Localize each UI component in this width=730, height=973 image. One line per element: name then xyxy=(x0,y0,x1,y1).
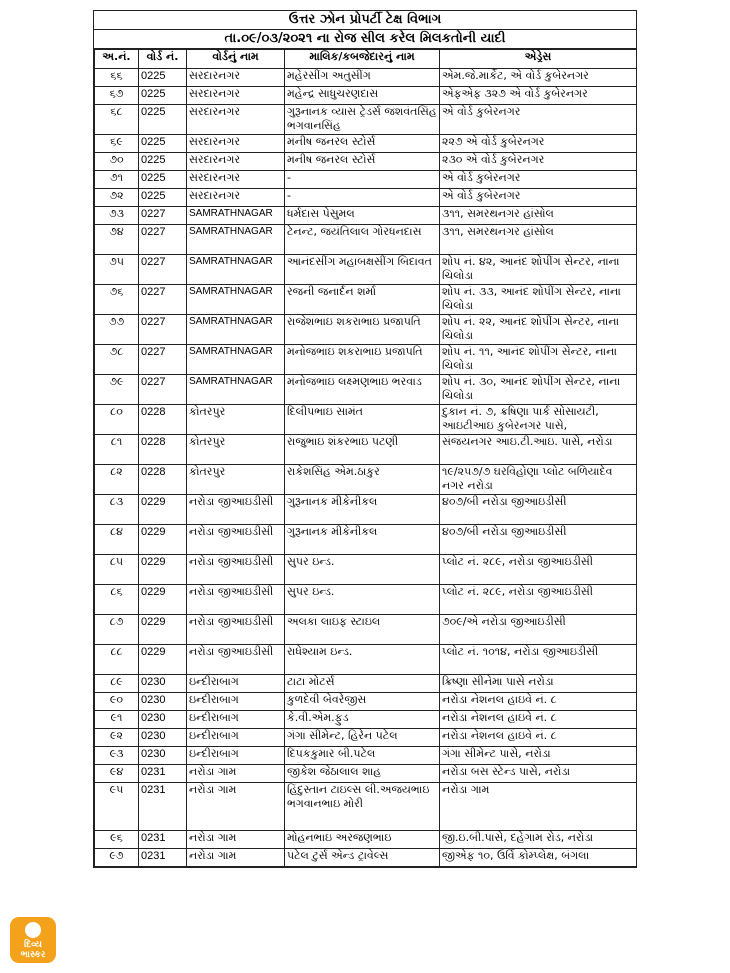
cell-owner-name: રાધેશ્યામ ઇન્ડ. xyxy=(285,645,440,675)
cell-serial-no: ૬૭ xyxy=(95,87,139,105)
cell-ward-no: 0229 xyxy=(139,525,187,555)
cell-serial-no: ૮૯ xyxy=(95,675,139,693)
cell-address: ૧૯/૨૫૭/૭ ઘરવિહોણા પ્લોટ બળિયાદેવ નગર નરોડા xyxy=(440,465,637,495)
table-row xyxy=(95,849,637,867)
cell-serial-no: ૬૬ xyxy=(95,69,139,87)
cell-ward-name: નરોડા જીઆઇડીસી xyxy=(187,645,285,675)
table-row xyxy=(95,171,637,189)
cell-ward-no: 0229 xyxy=(139,615,187,645)
table-row xyxy=(95,831,637,849)
cell-ward-name: ઇન્દીરાબાગ xyxy=(187,693,285,711)
table-row xyxy=(95,189,637,207)
cell-serial-no: ૮૫ xyxy=(95,555,139,585)
cell-serial-no: ૯૪ xyxy=(95,765,139,783)
cell-ward-no: 0230 xyxy=(139,675,187,693)
cell-serial-no: ૯૬ xyxy=(95,831,139,849)
cell-owner-name: રજની જનાર્દન શર્મા xyxy=(285,285,440,315)
cell-ward-name: નરોડા જીઆઇડીસી xyxy=(187,615,285,645)
cell-serial-no: ૭૮ xyxy=(95,345,139,375)
cell-owner-name: મહેન્દ્ર સાધુચરણદાસ xyxy=(285,87,440,105)
table-header-row xyxy=(95,50,637,69)
cell-serial-no: ૮૭ xyxy=(95,615,139,645)
cell-serial-no: ૭૬ xyxy=(95,285,139,315)
cell-serial-no: ૭૦ xyxy=(95,153,139,171)
cell-serial-no: ૯૫ xyxy=(95,783,139,831)
cell-ward-name: નરોડા જીઆઇડીસી xyxy=(187,525,285,555)
cell-ward-name: સરદારનગર xyxy=(187,87,285,105)
cell-address: શોપ નં. ૧૧, આનંદ શોપીંગ સેન્ટર, નાના ચિલોડા xyxy=(440,345,637,375)
cell-address: પ્લોટ નં. ૧૦૧૪, નરોડા જીઆઇડીસી xyxy=(440,645,637,675)
cell-ward-name: ઇન્દીરાબાગ xyxy=(187,711,285,729)
header-serial-no: અ.નં. xyxy=(95,50,139,69)
cell-address: શોપ નં. ૩૩, આનંદ શોપીંગ સેન્ટર, નાના ચિલોડા xyxy=(440,285,637,315)
property-tax-sealed-list xyxy=(93,10,637,868)
cell-ward-no: 0225 xyxy=(139,69,187,87)
cell-ward-no: 0229 xyxy=(139,645,187,675)
cell-address: ૨૨૭ એ વોર્ડ કુબેરનગર xyxy=(440,135,637,153)
cell-address: પ્લોટ નં. ૨૮૯, નરોડા જીઆઇડીસી xyxy=(440,585,637,615)
cell-serial-no: ૯૩ xyxy=(95,747,139,765)
cell-owner-name: મનીષ જનરલ સ્ટોર્સ xyxy=(285,135,440,153)
cell-owner-name: પટેલ ટુર્સ એન્ડ ટ્રાવેલ્સ xyxy=(285,849,440,867)
cell-address: શોપ નં. ૪૨, આનંદ શોપીંગ સેન્ટર, નાના ચિલોડા xyxy=(440,255,637,285)
cell-owner-name: રાજુભાઇ શંકરભાઇ પટણી xyxy=(285,435,440,465)
cell-serial-no: ૮૨ xyxy=(95,465,139,495)
cell-address: શોપ નં. ૨૨, આનંદ શોપીંગ સેન્ટર, નાના ચિલોડા xyxy=(440,315,637,345)
table-row xyxy=(95,783,637,831)
cell-ward-no: 0227 xyxy=(139,315,187,345)
cell-ward-name: કોતરપુર xyxy=(187,465,285,495)
cell-ward-no: 0225 xyxy=(139,87,187,105)
cell-owner-name: ગુરૂનાનક મીકેનીકલ xyxy=(285,525,440,555)
cell-ward-no: 0229 xyxy=(139,585,187,615)
table-row xyxy=(95,375,637,405)
cell-ward-name: SAMRATHNAGAR xyxy=(187,315,285,345)
cell-owner-name: મનીષ જનરલ સ્ટોર્સ xyxy=(285,153,440,171)
cell-ward-name: નરોડા જીઆઇડીસી xyxy=(187,495,285,525)
cell-ward-no: 0227 xyxy=(139,255,187,285)
cell-owner-name: ગુરૂનાનક મીકેનીકલ xyxy=(285,495,440,525)
header-ward-no: વોર્ડ નં. xyxy=(139,50,187,69)
table-row xyxy=(95,693,637,711)
cell-owner-name: આનંદસીંગ મહાબક્ષસીંગ બિદાવત xyxy=(285,255,440,285)
cell-ward-name: નરોડા જીઆઇડીસી xyxy=(187,585,285,615)
cell-address: ૨૩૦ એ વોર્ડ કુબેરનગર xyxy=(440,153,637,171)
cell-address: ૩૧૧, સમરથનગર હાંસોલ xyxy=(440,207,637,225)
cell-address: સંજયનગર આઇ.ટી.આઇ. પાસે, નરોડા xyxy=(440,435,637,465)
cell-owner-name: મનોજભાઇ લક્ષ્મણભાઇ ભરવાડ xyxy=(285,375,440,405)
table-row xyxy=(95,645,637,675)
cell-serial-no: ૭૯ xyxy=(95,375,139,405)
cell-ward-no: 0230 xyxy=(139,693,187,711)
cell-ward-name: ઇન્દીરાબાગ xyxy=(187,747,285,765)
cell-address: જી.ઇ.બી.પાસે, દહેગામ રોડ, નરોડા xyxy=(440,831,637,849)
table-row xyxy=(95,105,637,135)
cell-ward-name: SAMRATHNAGAR xyxy=(187,375,285,405)
table-row xyxy=(95,729,637,747)
table-row xyxy=(95,315,637,345)
cell-address: નરોડા ગામ xyxy=(440,783,637,831)
cell-ward-name: સરદારનગર xyxy=(187,153,285,171)
cell-serial-no: ૭૩ xyxy=(95,207,139,225)
cell-serial-no: ૮૮ xyxy=(95,645,139,675)
cell-owner-name: કે.વી.એમ.ફુડ xyxy=(285,711,440,729)
table-row xyxy=(95,435,637,465)
table-row xyxy=(95,207,637,225)
cell-ward-no: 0227 xyxy=(139,345,187,375)
header-ward-name: વોર્ડનું નામ xyxy=(187,50,285,69)
cell-owner-name: રાકેશસિંહ એમ.ઠાકુર xyxy=(285,465,440,495)
cell-ward-name: ઇન્દીરાબાગ xyxy=(187,675,285,693)
table-row xyxy=(95,765,637,783)
cell-ward-no: 0229 xyxy=(139,495,187,525)
table-row xyxy=(95,225,637,255)
cell-owner-name: મોહનભાઇ અરજણભાઇ xyxy=(285,831,440,849)
cell-owner-name: ગુરૂનાનક વ્યાસ ટ્રેડર્સ જશવંતસિંહ ભગવાનસિંહ xyxy=(285,105,440,135)
cell-address: નરોડા નેશનલ હાઇવે નં. ૮ xyxy=(440,729,637,747)
cell-ward-no: 0230 xyxy=(139,711,187,729)
cell-ward-name: કોતરપુર xyxy=(187,405,285,435)
cell-ward-no: 0231 xyxy=(139,849,187,867)
cell-ward-no: 0228 xyxy=(139,405,187,435)
cell-ward-name: નરોડા ગામ xyxy=(187,831,285,849)
table-row xyxy=(95,285,637,315)
table-row xyxy=(95,69,637,87)
logo-text-line1: દિવ્ય xyxy=(24,940,42,950)
table-row xyxy=(95,585,637,615)
cell-ward-name: સરદારનગર xyxy=(187,171,285,189)
table-row xyxy=(95,525,637,555)
table-row xyxy=(95,135,637,153)
cell-address: નરોડા બસ સ્ટેન્ડ પાસે, નરોડા xyxy=(440,765,637,783)
cell-address: ક્રિષ્ણા સીનેમા પાસે નરોડા xyxy=(440,675,637,693)
cell-address: પ્લોટ નં. ૨૮૯, નરોડા જીઆઇડીસી xyxy=(440,555,637,585)
cell-serial-no: ૯૭ xyxy=(95,849,139,867)
cell-ward-no: 0231 xyxy=(139,831,187,849)
cell-ward-name: સરદારનગર xyxy=(187,105,285,135)
cell-owner-name: દિપકકુમાર બી.પટેલ xyxy=(285,747,440,765)
cell-ward-no: 0227 xyxy=(139,285,187,315)
cell-serial-no: ૭૨ xyxy=(95,189,139,207)
table-row xyxy=(95,711,637,729)
cell-address: ૭૦૯/એ નરોડા જીઆઇડીસી xyxy=(440,615,637,645)
cell-serial-no: ૮૧ xyxy=(95,435,139,465)
cell-owner-name: ધર્મદાસ પેસુમલ xyxy=(285,207,440,225)
cell-ward-name: નરોડા ગામ xyxy=(187,849,285,867)
header-address: એડ્રેસ xyxy=(440,50,637,69)
cell-ward-no: 0227 xyxy=(139,225,187,255)
table-row xyxy=(95,747,637,765)
cell-ward-name: સરદારનગર xyxy=(187,189,285,207)
table-row xyxy=(95,555,637,585)
cell-address: જીએફ ૧૦, ઉર્વિ કોમ્પ્લેક્ષ, બંગલા xyxy=(440,849,637,867)
cell-address: ૩૧૧, સમરથનગર હાંસોલ xyxy=(440,225,637,255)
cell-ward-no: 0225 xyxy=(139,105,187,135)
table-row xyxy=(95,465,637,495)
cell-address: ૪૦૭/બી નરોડા જીઆઇડીસી xyxy=(440,495,637,525)
cell-ward-no: 0231 xyxy=(139,765,187,783)
divya-bhaskar-logo xyxy=(10,917,56,963)
cell-serial-no: ૭૪ xyxy=(95,225,139,255)
cell-serial-no: ૬૯ xyxy=(95,135,139,153)
cell-address: ૪૦૭/બી નરોડા જીઆઇડીસી xyxy=(440,525,637,555)
cell-owner-name: અલકા લાઇફ સ્ટાઇલ xyxy=(285,615,440,645)
cell-owner-name: - xyxy=(285,171,440,189)
cell-ward-name: SAMRATHNAGAR xyxy=(187,255,285,285)
cell-ward-no: 0228 xyxy=(139,435,187,465)
cell-ward-name: નરોડા જીઆઇડીસી xyxy=(187,555,285,585)
cell-ward-no: 0225 xyxy=(139,189,187,207)
cell-ward-no: 0227 xyxy=(139,207,187,225)
cell-serial-no: ૮૪ xyxy=(95,525,139,555)
logo-text xyxy=(10,940,56,960)
table-row xyxy=(95,87,637,105)
cell-ward-no: 0231 xyxy=(139,783,187,831)
cell-owner-name: કુળદેવી બેવરેજીસ xyxy=(285,693,440,711)
cell-serial-no: ૭૫ xyxy=(95,255,139,285)
cell-ward-name: નરોડા ગામ xyxy=(187,783,285,831)
cell-serial-no: ૭૧ xyxy=(95,171,139,189)
department-title: ઉત્તર ઝોન પ્રોપર્ટી ટેક્ષ વિભાગ xyxy=(94,11,636,30)
cell-ward-no: 0230 xyxy=(139,729,187,747)
cell-address: એ વોર્ડ કુબેરનગર xyxy=(440,189,637,207)
cell-address: એ વોર્ડ કુબેરનગર xyxy=(440,171,637,189)
table-row xyxy=(95,405,637,435)
table-row xyxy=(95,675,637,693)
cell-owner-name: દિલીપભાઇ સામંત xyxy=(285,405,440,435)
table-row xyxy=(95,615,637,645)
cell-serial-no: ૮૬ xyxy=(95,585,139,615)
cell-owner-name: રાજેશભાઇ શકરાભાઇ પ્રજાપતિ xyxy=(285,315,440,345)
cell-address: દુકાન નં. ૭, ક્રષિણા પાર્ક સોસાયટી, આઇટીઆઇ કુબેરનગર પાસે, xyxy=(440,405,637,435)
cell-ward-name: SAMRATHNAGAR xyxy=(187,207,285,225)
logo-text-line2: ભાસ્કર xyxy=(20,950,46,960)
cell-ward-name: સરદારનગર xyxy=(187,135,285,153)
cell-ward-no: 0229 xyxy=(139,555,187,585)
table-body xyxy=(95,69,637,867)
cell-serial-no: ૯૦ xyxy=(95,693,139,711)
cell-owner-name: - xyxy=(285,189,440,207)
cell-address: નરોડા નેશનલ હાઇવે નં. ૮ xyxy=(440,711,637,729)
sun-icon xyxy=(25,922,41,938)
cell-serial-no: ૮૩ xyxy=(95,495,139,525)
cell-serial-no: ૬૮ xyxy=(95,105,139,135)
cell-ward-no: 0230 xyxy=(139,747,187,765)
cell-serial-no: ૭૭ xyxy=(95,315,139,345)
table-row xyxy=(95,345,637,375)
cell-owner-name: ટાટા મોટર્સ xyxy=(285,675,440,693)
cell-owner-name: સુપર ઇન્ડ. xyxy=(285,555,440,585)
table-row xyxy=(95,153,637,171)
cell-ward-name: SAMRATHNAGAR xyxy=(187,345,285,375)
cell-address: એમ.જે.માર્કેટ, એ વોર્ડ કુબેરનગર xyxy=(440,69,637,87)
cell-ward-name: ઇન્દીરાબાગ xyxy=(187,729,285,747)
cell-serial-no: ૯૨ xyxy=(95,729,139,747)
cell-ward-no: 0225 xyxy=(139,171,187,189)
cell-serial-no: ૯૧ xyxy=(95,711,139,729)
cell-serial-no: ૮૦ xyxy=(95,405,139,435)
sealed-properties-table xyxy=(94,49,637,867)
cell-ward-name: નરોડા ગામ xyxy=(187,765,285,783)
cell-owner-name: મહેરસીંગ અતુસીંગ xyxy=(285,69,440,87)
cell-address: નરોડા નેશનલ હાઇવે નં. ૮ xyxy=(440,693,637,711)
cell-owner-name: મનોજભાઇ શકરાભાઇ પ્રજાપતિ xyxy=(285,345,440,375)
cell-ward-name: સરદારનગર xyxy=(187,69,285,87)
header-owner-name: માલિક/કબજેદારનું નામ xyxy=(285,50,440,69)
cell-ward-no: 0228 xyxy=(139,465,187,495)
cell-owner-name: સુપર ઇન્ડ. xyxy=(285,585,440,615)
table-row xyxy=(95,255,637,285)
cell-owner-name: ટેનન્ટ, જયંતિલાલ ગોરધનદાસ xyxy=(285,225,440,255)
cell-ward-no: 0227 xyxy=(139,375,187,405)
cell-ward-name: કોતરપુર xyxy=(187,435,285,465)
list-title: તા.૦૯/૦૩/૨૦૨૧ ના રોજ સીલ કરેલ મિલકતોની યાદી xyxy=(94,30,636,49)
cell-address: શોપ નં. ૩૦, આનંદ શોપીંગ સેન્ટર, નાના ચિલોડા xyxy=(440,375,637,405)
table-row xyxy=(95,495,637,525)
cell-ward-name: SAMRATHNAGAR xyxy=(187,285,285,315)
cell-address: એ વોર્ડ કુબેરનગર xyxy=(440,105,637,135)
cell-owner-name: ગંગા સીમેન્ટ, હિરેન પટેલ xyxy=(285,729,440,747)
cell-address: એફએફ ૩૨૭ એ વોર્ડ કુબેરનગર xyxy=(440,87,637,105)
cell-owner-name: જીકેશ જેઠાલાલ શાહ xyxy=(285,765,440,783)
cell-ward-no: 0225 xyxy=(139,153,187,171)
cell-ward-name: SAMRATHNAGAR xyxy=(187,225,285,255)
cell-address: ગંગા સીમેન્ટ પાસે, નરોડા xyxy=(440,747,637,765)
cell-ward-no: 0225 xyxy=(139,135,187,153)
cell-owner-name: હિંદુસ્તાન ટાઇલ્સ લી.અજયભાઇ ભગવાનભાઇ મોરી xyxy=(285,783,440,831)
